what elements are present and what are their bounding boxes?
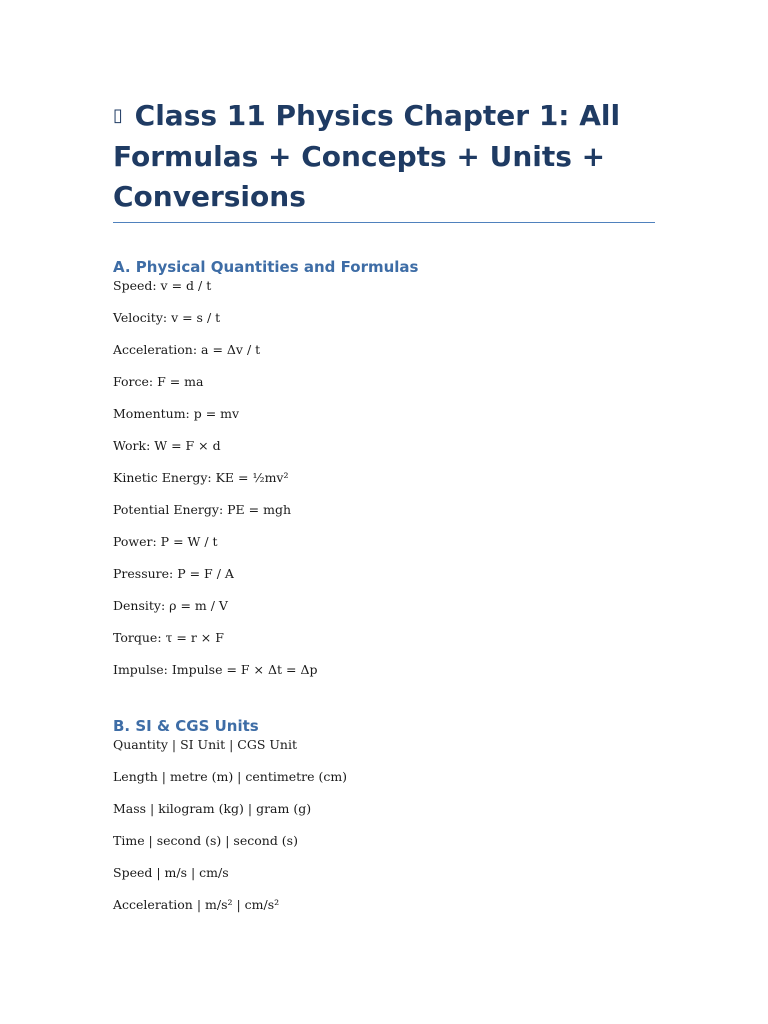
formula-line: Speed: v = d / t [113, 277, 212, 293]
units-line: Time | second (s) | second (s) [113, 832, 298, 848]
formula-line: Momentum: p = mv [113, 405, 240, 421]
formula-line: Impulse: Impulse = F × Δt = Δp [113, 661, 318, 677]
units-line: Length | metre (m) | centimetre (cm) [113, 768, 348, 784]
section-heading-formulas: A. Physical Quantities and Formulas [113, 257, 419, 276]
units-list [113, 737, 655, 929]
section-heading-units: B. SI & CGS Units [113, 716, 259, 735]
formula-line: Work: W = F × d [113, 437, 221, 453]
units-line: Acceleration | m/s² | cm/s² [113, 896, 280, 912]
formula-line: Potential Energy: PE = mgh [113, 501, 292, 517]
document-title-text: Class 11 Physics Chapter 1: All Formulas + Concepts + Units + Conversions [113, 99, 621, 213]
formula-line: Force: F = ma [113, 373, 204, 389]
formula-line: Velocity: v = s / t [113, 309, 221, 325]
units-line: Speed | m/s | cm/s [113, 864, 229, 880]
formula-list [113, 278, 655, 694]
formula-line: Acceleration: a = Δv / t [113, 341, 261, 357]
formula-line: Kinetic Energy: KE = ½mv² [113, 469, 289, 485]
formula-line: Density: ρ = m / V [113, 597, 228, 613]
formula-line: Pressure: P = F / A [113, 565, 234, 581]
document-title [113, 96, 655, 223]
formula-line: Power: P = W / t [113, 533, 218, 549]
missing-glyph-icon: ▯ [113, 105, 123, 126]
formula-line: Torque: τ = r × F [113, 629, 224, 645]
document-page [113, 96, 655, 929]
units-line: Mass | kilogram (kg) | gram (g) [113, 800, 312, 816]
units-line: Quantity | SI Unit | CGS Unit [113, 736, 297, 752]
